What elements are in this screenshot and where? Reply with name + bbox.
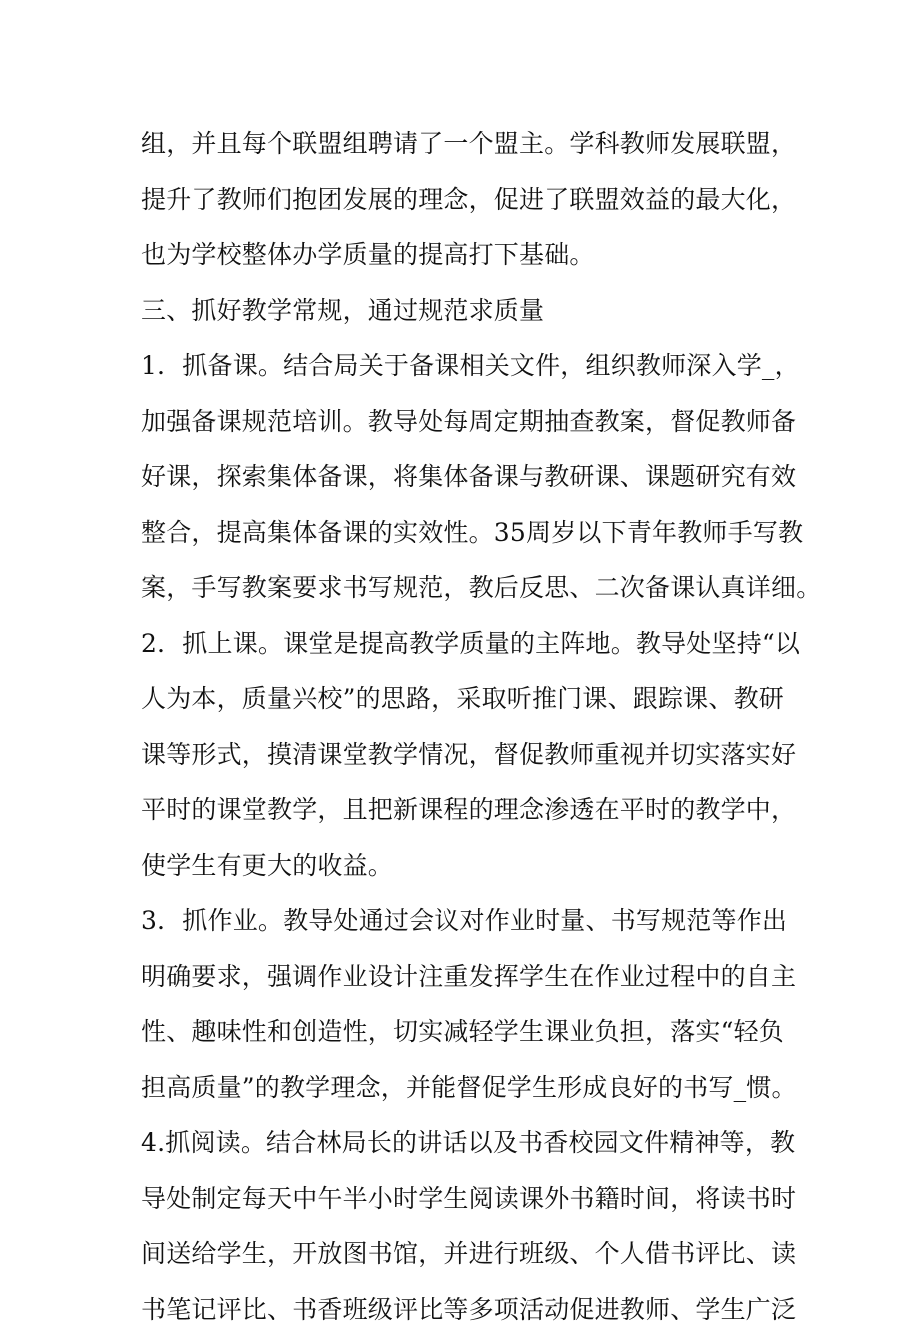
text-line: 3．抓作业。教导处通过会议对作业时量、书写规范等作出 [141,893,811,949]
text-line: 人为本，质量兴校”的思路，采取听推门课、跟踪课、教研 [141,671,811,727]
text-line: 加强备课规范培训。教导处每周定期抽查教案，督促教师备 [141,394,811,450]
text-line: 也为学校整体办学质量的提高打下基础。 [141,227,811,283]
text-line: 1．抓备课。结合局关于备课相关文件，组织教师深入学_， [141,338,811,394]
text-line: 4.抓阅读。结合林局长的讲话以及书香校园文件精神等，教 [141,1115,811,1171]
text-line: 书笔记评比、书香班级评比等多项活动促进教师、学生广泛 [141,1282,811,1337]
text-line: 好课，探索集体备课，将集体备课与教研课、课题研究有效 [141,449,811,505]
text-line: 课等形式，摸清课堂教学情况，督促教师重视并切实落实好 [141,727,811,783]
text-line: 组，并且每个联盟组聘请了一个盟主。学科教师发展联盟， [141,116,811,172]
text-line: 2．抓上课。课堂是提高教学质量的主阵地。教导处坚持“以 [141,616,811,672]
text-line: 使学生有更大的收益。 [141,838,811,894]
document-body [141,116,811,1337]
text-line: 整合，提高集体备课的实效性。35周岁以下青年教师手写教 [141,505,811,561]
text-line: 平时的课堂教学，且把新课程的理念渗透在平时的教学中， [141,782,811,838]
text-line: 案，手写教案要求书写规范，教后反思、二次备课认真详细。 [141,560,811,616]
text-line: 导处制定每天中午半小时学生阅读课外书籍时间，将读书时 [141,1171,811,1227]
text-line: 提升了教师们抱团发展的理念，促进了联盟效益的最大化， [141,172,811,228]
text-line: 间送给学生，开放图书馆，并进行班级、个人借书评比、读 [141,1226,811,1282]
text-line: 性、趣味性和创造性，切实减轻学生课业负担，落实“轻负 [141,1004,811,1060]
text-line: 担高质量”的教学理念，并能督促学生形成良好的书写_惯。 [141,1060,811,1116]
text-line: 明确要求，强调作业设计注重发挥学生在作业过程中的自主 [141,949,811,1005]
section-heading: 三、抓好教学常规，通过规范求质量 [141,283,811,339]
